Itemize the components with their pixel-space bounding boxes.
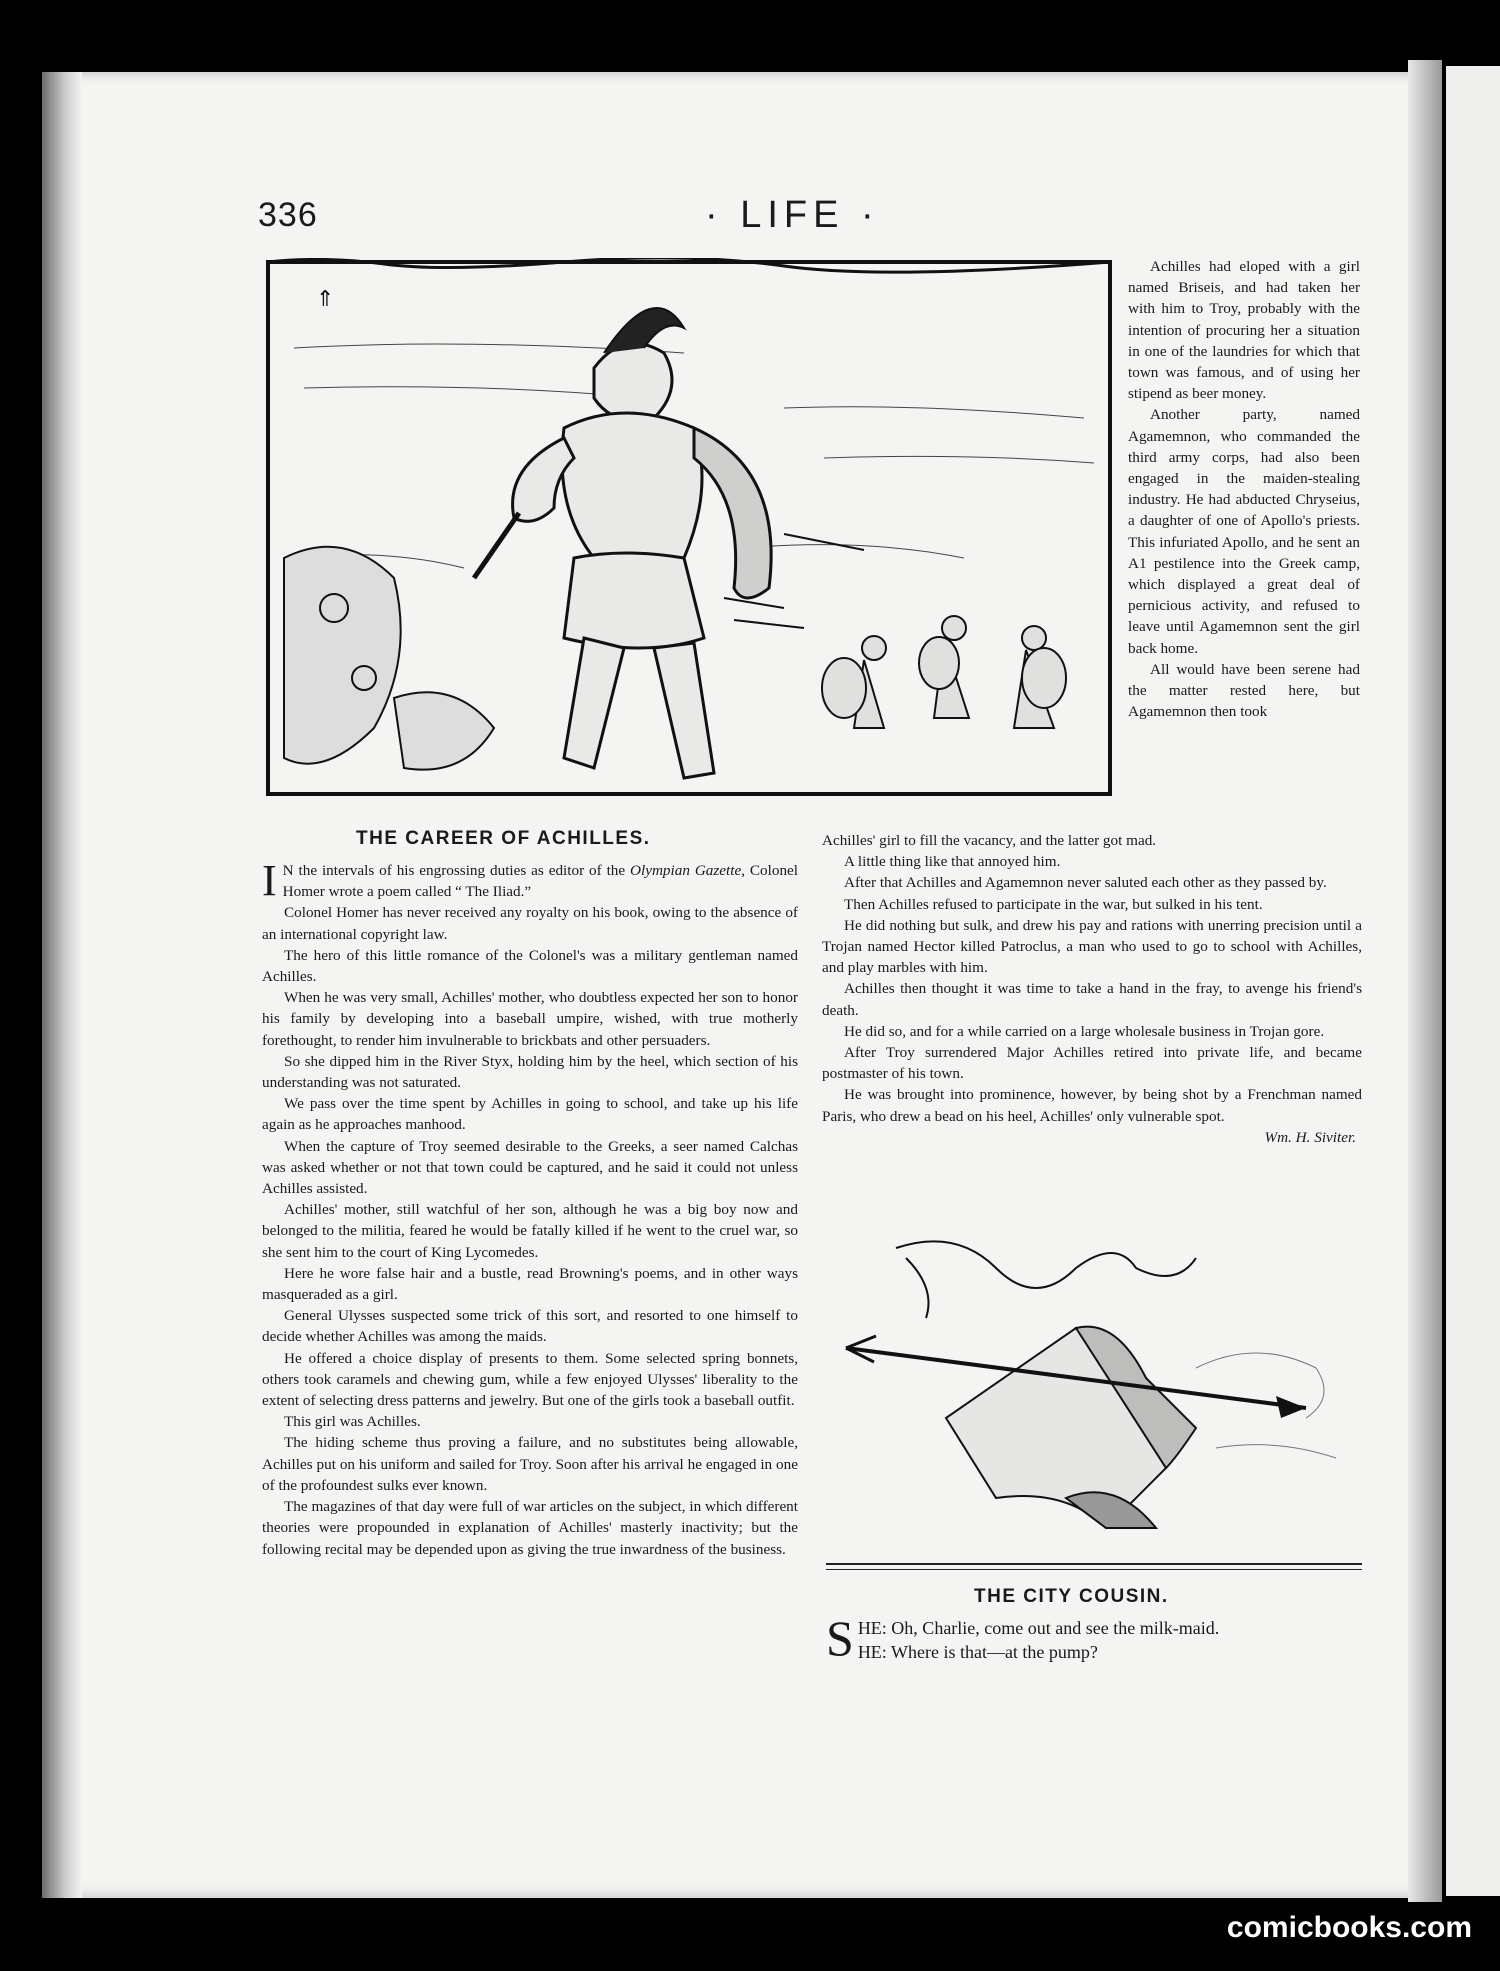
paragraph: Then Achilles refused to participate in the war, but sulked in his tent. xyxy=(844,895,1263,913)
drop-cap: S xyxy=(826,1610,854,1666)
page-gutter-shadow xyxy=(42,72,82,1898)
paragraph: Achilles had eloped with a girl named Briseis, and had taken her with him to Troy, probably with the intention of procuring her a situation in one of the laundries for which that town was famous, and of using her stipend as beer money. xyxy=(1128,258,1360,403)
opening-paragraph xyxy=(262,856,798,905)
paragraph: General Ulysses suspected some trick of this sort, and resorted to one himself to decide whether Achilles was among the maids. xyxy=(262,1307,798,1346)
author-signature: Wm. H. Siviter. xyxy=(1264,1128,1356,1146)
paragraph: We pass over the time spent by Achilles in going to school, and take up his life again as he approaches manhood. xyxy=(262,1095,798,1134)
paragraph: This girl was Achilles. xyxy=(284,1413,421,1431)
paragraph: Another party, named Agamemnon, who commanded the third army corps, had also been engaged in the maiden-stealing industry. He had abducted Chryseius, a daughter of one of Apollo's priests. This infuriated Apollo, and he sent an A1 pestilence into the Greek camp, which displayed a great deal of pernicious activity, and refused to leave until Agamemnon sent the girl back home. xyxy=(1128,406,1360,657)
paragraph: When he was very small, Achilles' mother, who doubtless expected her son to honor his family by developing into a baseball umpire, wished, with true motherly forethought, to render him invulnerable to brickbats and other persuaders. xyxy=(262,989,798,1049)
paragraph: He did so, and for a while carried on a large wholesale business in Trojan gore. xyxy=(844,1022,1325,1040)
cousin-title: THE CITY COUSIN. xyxy=(974,1586,1169,1607)
paragraph: Achilles' mother, still watchful of her son, although he was a big boy now and belonged to the militia, feared he would be fatally killed if he went to the cruel war, so she sent him to the court of King Lycomedes. xyxy=(262,1201,798,1261)
next-page-edge xyxy=(1446,66,1500,1896)
continuation-line: Achilles' girl to fill the vacancy, and the latter got mad. xyxy=(822,832,1157,849)
paragraph: He was brought into prominence, however, by being shot by a Frenchman named Paris, who drew a bead on his heel, Achilles' only vulnerable spot. xyxy=(822,1086,1362,1125)
masthead: · LIFE · xyxy=(705,194,880,236)
city-cousin-joke xyxy=(826,1610,1362,1666)
paragraph: When the capture of Troy seemed desirable to the Greeks, a seer named Calchas was asked whether or not that town could be captured, and he said it could not unless Achilles assisted. xyxy=(262,1137,798,1198)
paragraph: After Troy surrendered Major Achilles retired into private life, and became postmaster of his town. xyxy=(822,1044,1362,1083)
watermark: comicbooks.com xyxy=(1226,1911,1472,1944)
paragraph: So she dipped him in the River Styx, holding him by the heel, which section of his understanding was not saturated. xyxy=(262,1052,798,1092)
paragraph: Achilles then thought it was time to take a hand in the fray, to avenge his friend's death. xyxy=(822,980,1362,1019)
article-column-right xyxy=(822,830,1362,1148)
corner-arrow-icon: ⇑ xyxy=(316,287,335,312)
article-title: THE CAREER OF ACHILLES. xyxy=(356,828,651,849)
opening-text-end: , Colonel Homer wrote a poem called “ The Iliad.” xyxy=(282,862,798,901)
article-column-top-right xyxy=(1128,256,1360,722)
page-number: 336 xyxy=(258,196,318,234)
section-divider-thin xyxy=(826,1569,1362,1570)
achilles-illustration xyxy=(264,258,1116,800)
joke-line-2: HE: Where is that—at the pump? xyxy=(857,1642,1098,1662)
section-divider xyxy=(826,1563,1362,1565)
paragraph: The magazines of that day were full of war articles on the subject, in which different theories were propounded in explanation of Achilles' masterly inactivity; but the following recital may be depended upon as giving the true inwardness of the business. xyxy=(262,1498,798,1558)
paragraph: After that Achilles and Agamemnon never saluted each other as they passed by. xyxy=(844,874,1327,892)
drop-cap: I xyxy=(262,856,277,905)
paragraph: The hero of this little romance of the Colonel's was a military gentleman named Achilles. xyxy=(262,946,798,986)
heel-arrow-illustration xyxy=(836,1228,1356,1552)
paragraph: He offered a choice display of presents to them. Some selected spring bonnets, others took caramels and chewing gum, while a few enjoyed Ulysses' liberality to the extent of selecting dress patterns and jewelry. But one of the girls took a baseball outfit. xyxy=(262,1349,798,1410)
paragraph: He did nothing but sulk, and drew his pay and rations with unerring precision until a Trojan named Hector killed Patroclus, a man who used to go to school with Achilles, and play marbles with him. xyxy=(822,916,1362,977)
article-column-left xyxy=(262,856,798,1560)
publication-name: Olympian Gazette xyxy=(630,862,742,879)
paragraph: All would have been serene had the matter rested here, but Agamemnon then took xyxy=(1128,660,1360,721)
page-right-edge xyxy=(1408,60,1442,1902)
opening-text: N the intervals of his engrossing duties as editor of the xyxy=(282,862,631,879)
paragraph: Here he wore false hair and a bustle, read Browning's poems, and in other ways masqueraded as a girl. xyxy=(262,1264,798,1304)
paragraph: Colonel Homer has never received any royalty on his book, owing to the absence of an international copyright law. xyxy=(262,904,798,943)
paragraph: The hiding scheme thus proving a failure, and no substitutes being allowable, Achilles put on his uniform and sailed for Troy. Soon after his arrival he engaged in one of the profoundest sulks ever known. xyxy=(262,1434,798,1494)
joke-line-1: HE: Oh, Charlie, come out and see the milk-maid. xyxy=(857,1618,1220,1638)
paragraph: A little thing like that annoyed him. xyxy=(844,853,1061,871)
